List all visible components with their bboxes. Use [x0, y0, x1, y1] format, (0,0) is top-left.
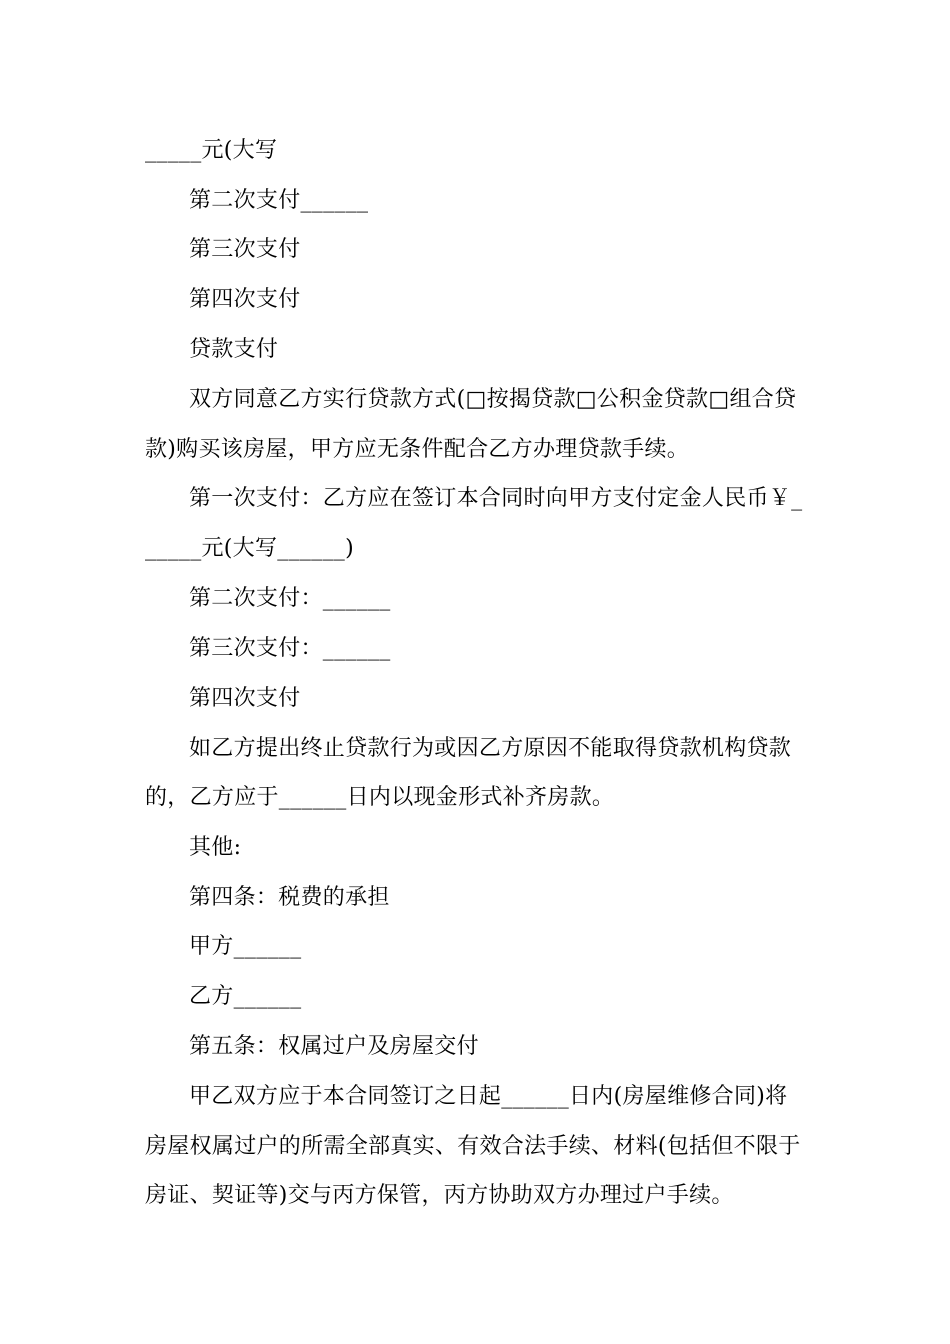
text-line-15: 其他:: [189, 835, 242, 860]
text-line-5: 贷款支付: [189, 337, 279, 362]
text-line-12: 第四次支付: [189, 686, 301, 711]
text-line-20: 甲乙双方应于本合同签订之日起______日内(房屋维修合同)将: [189, 1084, 788, 1109]
text-line-14: 的，乙方应于______日内以现金形式补齐房款。: [145, 785, 615, 810]
text-line-3: 第三次支付: [189, 237, 301, 262]
text-line-10: 第二次支付：______: [189, 586, 391, 611]
text-line-11: 第三次支付：______: [189, 636, 391, 661]
text-line-22: 房证、契证等)交与丙方保管，丙方协助双方办理过户手续。: [145, 1183, 734, 1208]
text-line-8: 第一次支付：乙方应在签订本合同时向甲方支付定金人民币￥_: [189, 486, 803, 511]
text-line-19: 第五条：权属过户及房屋交付: [189, 1034, 479, 1059]
text-line-17: 甲方______: [189, 934, 302, 959]
text-line-6: 双方同意乙方实行贷款方式(□按揭贷款□公积金贷款□组合贷: [189, 387, 797, 412]
text-line-1: _____元(大写: [145, 138, 278, 163]
text-line-2: 第二次支付______: [189, 188, 369, 213]
text-line-16: 第四条：税费的承担: [189, 885, 390, 910]
text-line-13: 如乙方提出终止贷款行为或因乙方原因不能取得贷款机构贷款: [189, 736, 792, 761]
text-line-9: _____元(大写______): [145, 536, 354, 561]
text-line-21: 房屋权属过户的所需全部真实、有效合法手续、材料(包括但不限于: [145, 1134, 801, 1159]
text-line-4: 第四次支付: [189, 287, 301, 312]
text-line-7: 款)购买该房屋，甲方应无条件配合乙方办理贷款手续。: [145, 437, 690, 462]
text-line-18: 乙方______: [189, 984, 302, 1009]
